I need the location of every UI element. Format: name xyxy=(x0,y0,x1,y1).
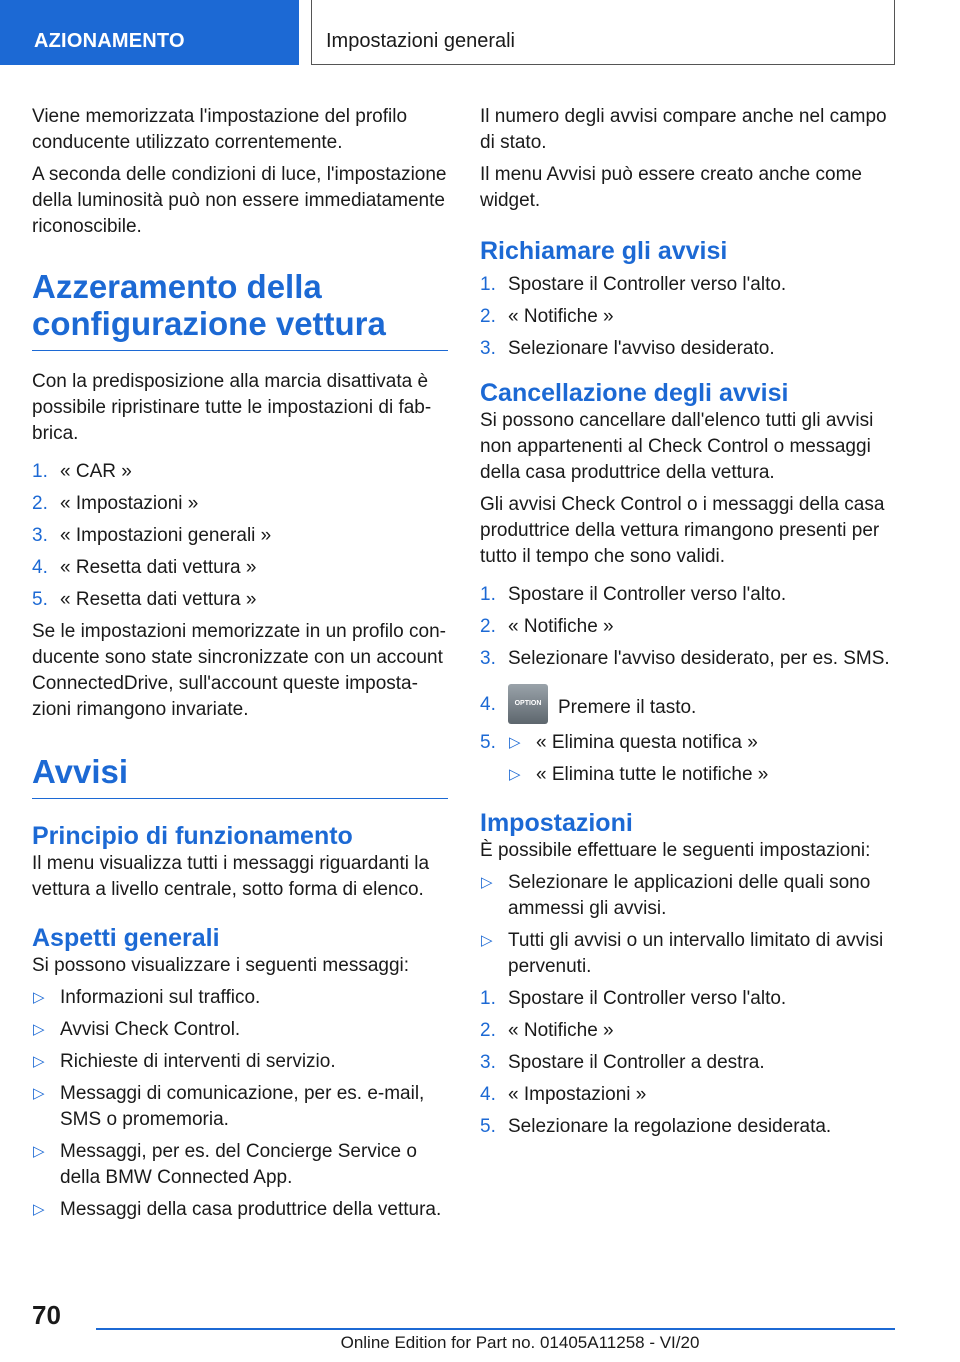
list-item xyxy=(32,523,448,549)
list-item xyxy=(32,555,448,581)
list-item: ▷ Messaggi della casa produttrice della vettura. xyxy=(32,1197,448,1223)
principle-subtitle: Principio di funzionamento xyxy=(32,822,353,850)
list-item: 4. « Impostazioni » xyxy=(480,1082,896,1108)
triangle-bullet-icon: ▷ xyxy=(33,1021,45,1038)
triangle-bullet-icon: ▷ xyxy=(33,1053,45,1070)
step-number: 2. xyxy=(480,1020,496,1041)
step-text: « Impostazioni » xyxy=(60,493,199,514)
intro-paragraph: Viene memorizzata l'impostazione del profilo conducente utilizzato correntemente. xyxy=(32,106,408,153)
step-number: 3. xyxy=(480,338,496,359)
list-item: 1. Spostare il Controller verso l'alto. xyxy=(480,582,896,608)
list-item: ▷ Avvisi Check Control. xyxy=(32,1017,448,1043)
list-item xyxy=(32,459,448,485)
step-number: 2. xyxy=(480,306,496,327)
reset-note: Se le impostazioni memorizzate in un profilo con-ducente sono state sincronizzate con un account ConnectedDrive, sull'account queste imposta-zioni rimangono invariate. xyxy=(32,621,446,720)
step-number: 2. xyxy=(480,616,496,637)
principle-text: Il menu visualizza tutti i messaggi riguardanti la vettura a livello centrale, sotto forma di elenco. xyxy=(32,853,430,900)
intro-paragraph: A seconda delle condizioni di luce, l'impostazione della luminosità può non essere immediatamente riconoscibile. xyxy=(32,164,447,237)
footer-edition: Online Edition for Part no. 01405A11258 - VI/20 xyxy=(340,1333,700,1352)
list-item xyxy=(32,491,448,517)
list-item: 1. Spostare il Controller verso l'alto. xyxy=(480,272,896,298)
triangle-bullet-icon: ▷ xyxy=(33,989,45,1006)
list-item: ▷ « Elimina tutte le notifiche » xyxy=(508,762,896,788)
settings-bullets-list xyxy=(480,870,896,980)
reset-intro: Con la predisposizione alla marcia disattivata è possibile ripristinare tutte le impostazioni di fab-brica. xyxy=(32,371,432,444)
settings-steps-list xyxy=(480,986,896,1140)
list-item: 2. « Notifiche » xyxy=(480,304,896,330)
header-chapter-tab: Impostazioni generali xyxy=(311,0,895,65)
list-item: ▷ Tutti gli avvisi o un intervallo limitato di avvisi pervenuti. xyxy=(481,930,884,977)
list-item: 1. Spostare il Controller verso l'alto. xyxy=(480,986,896,1012)
header-section-tab: AZIONAMENTO xyxy=(0,0,299,65)
general-bullets-list xyxy=(32,985,448,1223)
step-number: 1. xyxy=(480,274,496,295)
triangle-bullet-icon: ▷ xyxy=(33,1143,45,1160)
step-number: 3. xyxy=(480,1052,496,1073)
call-subtitle: Richiamare gli avvisi xyxy=(480,237,728,265)
list-item: 3. Selezionare l'avviso desiderato. xyxy=(480,336,896,362)
step-text: « Resetta dati vettura » xyxy=(60,557,257,578)
left-column xyxy=(32,104,448,1229)
right-column xyxy=(480,104,896,1146)
step-text: « CAR » xyxy=(60,461,132,482)
page-number: 70 xyxy=(32,1300,61,1330)
step-number: 5. xyxy=(32,589,48,610)
list-item: ▷ Richieste di interventi di servizio. xyxy=(32,1049,448,1075)
step-number: 1. xyxy=(480,988,496,1009)
step-number: 4. xyxy=(480,694,496,715)
step-text: « Impostazioni generali » xyxy=(60,525,272,546)
step-text: « Resetta dati vettura » xyxy=(60,589,257,610)
delete-text: Si possono cancellare dall'elenco tutti gli avvisi non appartenenti al Check Control o messaggi della casa produttrice della vettura. xyxy=(480,410,874,483)
delete-options-list xyxy=(508,730,896,788)
footer-divider xyxy=(96,1328,895,1330)
list-item: ▷ Messaggi, per es. del Concierge Service o della BMW Connected App. xyxy=(33,1141,417,1188)
list-item: 2. « Notifiche » xyxy=(480,1018,896,1044)
step-number: 3. xyxy=(480,648,496,669)
step-number: 4. xyxy=(32,557,48,578)
triangle-bullet-icon: ▷ xyxy=(509,734,521,751)
list-item: 2. « Notifiche » xyxy=(480,614,896,640)
option-button-icon: OPTION xyxy=(508,684,548,724)
list-item: ▷ Messaggi di comunicazione, per es. e-mail, SMS o promemoria. xyxy=(33,1083,425,1130)
triangle-bullet-icon: ▷ xyxy=(481,874,493,891)
settings-text: È possibile effettuare le seguenti impostazioni: xyxy=(480,840,871,861)
call-steps-list xyxy=(480,272,896,362)
settings-subtitle: Impostazioni xyxy=(480,809,633,837)
triangle-bullet-icon: ▷ xyxy=(509,766,521,783)
list-item: ▷ Selezionare le applicazioni delle quali sono ammessi gli avvisi. xyxy=(481,872,871,919)
avvisi-section-title: Avvisi xyxy=(32,753,448,799)
step-number: 1. xyxy=(480,584,496,605)
list-item: 3. Spostare il Controller a destra. xyxy=(480,1050,896,1076)
step-number: 2. xyxy=(32,493,48,514)
list-item: ▷ Informazioni sul traffico. xyxy=(32,985,448,1011)
step-number: 4. xyxy=(480,1084,496,1105)
triangle-bullet-icon: ▷ xyxy=(33,1201,45,1218)
step-number: 1. xyxy=(32,461,48,482)
delete-text: Gli avvisi Check Control o i messaggi della casa produttrice della vettura rimangono presenti per tutto il tempo che sono validi. xyxy=(480,494,885,567)
list-item xyxy=(32,587,448,613)
step-number: 5. xyxy=(480,732,496,753)
list-item xyxy=(480,730,896,788)
step-number: 5. xyxy=(480,1116,496,1137)
general-text: Si possono visualizzare i seguenti messaggi: xyxy=(32,955,410,976)
reset-steps-list xyxy=(32,459,448,613)
list-item: ▷ « Elimina questa notifica » xyxy=(508,730,896,756)
list-item: 3. Selezionare l'avviso desiderato, per es. SMS. xyxy=(480,646,896,672)
delete-subtitle: Cancellazione degli avvisi xyxy=(480,379,789,407)
delete-steps-list xyxy=(480,582,896,788)
list-item: 4. OPTION Premere il tasto. xyxy=(480,692,896,724)
intro-paragraph: Il menu Avvisi può essere creato anche come widget. xyxy=(480,164,862,211)
reset-section-title: Azzeramento della configurazione vettura xyxy=(32,268,448,351)
triangle-bullet-icon: ▷ xyxy=(481,932,493,949)
intro-paragraph: Il numero degli avvisi compare anche nel campo di stato. xyxy=(480,106,887,153)
step-number: 3. xyxy=(32,525,48,546)
list-item: 5. Selezionare la regolazione desiderata. xyxy=(480,1114,896,1140)
triangle-bullet-icon: ▷ xyxy=(33,1085,45,1102)
general-subtitle: Aspetti generali xyxy=(32,924,220,952)
